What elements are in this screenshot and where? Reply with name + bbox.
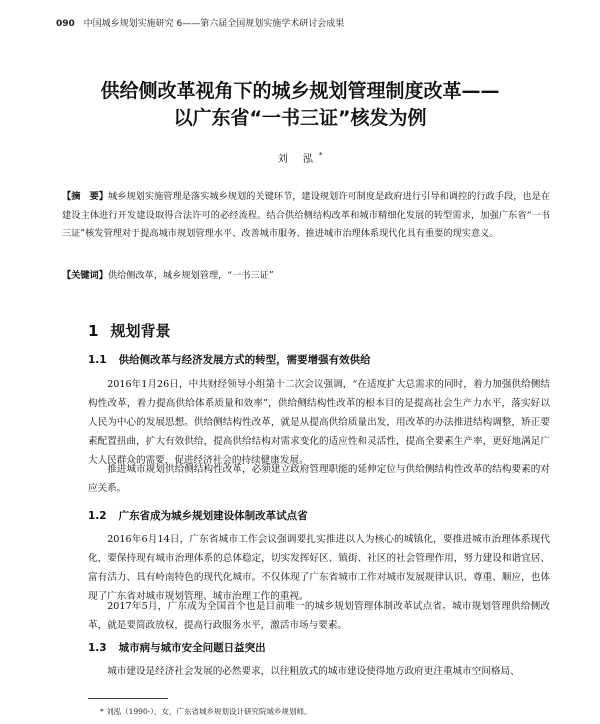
abstract-label: 【摘 要】: [62, 191, 109, 202]
footnote-divider: [88, 698, 168, 699]
section-title: 规划背景: [110, 322, 171, 340]
section-number: 1: [88, 322, 99, 340]
subsection-number: 1.3: [88, 642, 107, 654]
paragraph-5: 城市建设是经济社会发展的必然要求，以往粗放式的城市建设使得地方政府更注重城市空间格局、: [107, 666, 520, 677]
abstract-text: 城乡规划实施管理是落实城乡规划的关键环节，建设规划许可制度是政府进行引导和调控的行政手段，也是在建设主体进行开发建设取得合法许可的必经流程。结合供给侧结构改革和城市精细化发展的转型需求，加强广东省“一书三证”核发管理对于提高城市规划管理水平、改善城市服务、推进城市治理体系现代化具有重要的现实意义。: [62, 191, 551, 239]
subsection-title: 广东省成为城乡规划建设体制改革试点省: [118, 510, 308, 522]
page-number: 090: [56, 19, 75, 29]
author-mark: *: [318, 151, 323, 160]
subsection-heading-1-1: [88, 352, 371, 367]
title-line-2: 以广东省“一书三证”核发为例: [173, 107, 427, 129]
section-heading-1: [88, 320, 170, 341]
paragraph-1: 2016年1月26日，中共财经领导小组第十二次会议强调，“在适度扩大总需求的同时，着力加强供给侧结构性改革，着力提高供给体系质量和效率”，供给侧结构性改革的根本目的是提高社会生产力水平，落实好以人民为中心的发展思想。供给侧结构性改革，就是从提高供给质量出发，用改革的办法推进结构调整，矫正要素配置扭曲，扩大有效供给，提高供给结构对需求变化的适应性和灵活性，提高全要素生产率，更好地满足广大人民群众的需要，促进经济社会的持续健康发展。: [88, 379, 550, 466]
author: [0, 150, 600, 165]
paragraph-2: 推进城市规划供给侧结构性改革，必须建立政府管理职能的延伸定位与供给侧结构性改革的结构要素的对应关系。: [88, 464, 550, 494]
paragraph-4: 2017年5月，广东成为全国首个也是目前唯一的城乡规划管理体制改革试点省。城市规划管理供给侧改革，就是要简政放权，提高行政服务水平，激活市场与要素。: [88, 601, 550, 631]
subsection-number: 1.2: [88, 510, 107, 522]
author-name: 刘 泓: [277, 154, 319, 165]
title-line-1: 供给侧改革视角下的城乡规划管理制度改革——: [100, 80, 500, 102]
subsection-heading-1-2: [88, 508, 308, 523]
running-head: [56, 16, 344, 29]
paragraph-3: 2016年6月14日，广东省城市工作会议强调要扎实推进以人为核心的城镇化，要推进城市治理体系现代化，要保持现有城市治理体系的总体稳定，切实发挥好区、镇街、社区的社会管理作用，努力建设和谐宜居、富有活力、具有岭南特色的现代化城市。不仅体现了广东省城市工作对城市发展规律认识、尊重、顺应，也体现了广东省对城市规划管理、城市治理工作的重视。: [88, 534, 550, 602]
keywords-label: 【关键词】: [62, 270, 108, 281]
keywords: [62, 267, 550, 281]
footnote: * 刘泓（1990-），女，广东省城乡规划设计研究院城乡规划师。: [100, 707, 312, 716]
subsection-number: 1.1: [88, 354, 107, 366]
subsection-title: 供给侧改革与经济发展方式的转型，需要增强有效供给: [118, 354, 371, 366]
abstract: [62, 188, 550, 244]
subsection-title: 城市病与城市安全问题日益突出: [118, 642, 266, 654]
subsection-heading-1-3: [88, 640, 266, 655]
running-head-text: 中国城乡规划实施研究 6——第六届全国规划实施学术研讨会成果: [83, 19, 345, 29]
keywords-text: 供给侧改革，城乡规划管理，“一书三证”: [107, 270, 274, 281]
